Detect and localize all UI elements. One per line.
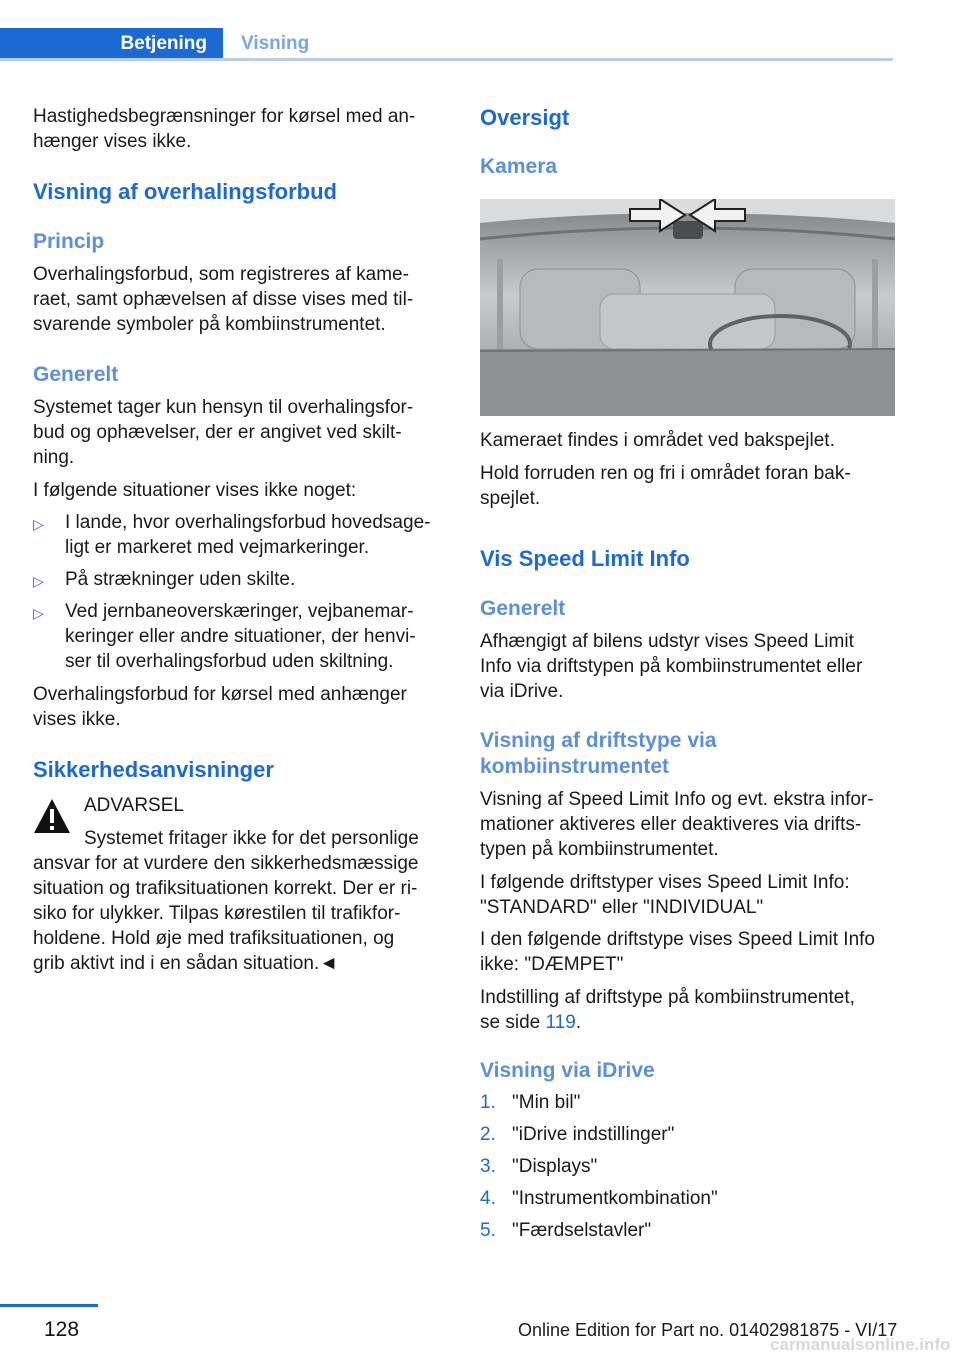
intro-text: Hastighedsbegrænsninger for kørsel med an- hænger vises ikke.	[33, 106, 416, 152]
camera-text-2: Hold forruden ren og fri i området foran bak- spejlet.	[480, 463, 851, 509]
list-item: 4. "Instrumentkombination"	[480, 1188, 718, 1209]
generelt-text-right: Afhængigt af bilens udstyr vises Speed Limit Info via driftstypen på kombiinstrumentet eller via iDrive.	[480, 631, 863, 702]
camera-text-1: Kameraet findes i området ved bakspejlet.	[480, 430, 835, 451]
heading-speed-limit-info: Vis Speed Limit Info	[480, 546, 690, 571]
warning-triangle-icon	[33, 798, 71, 834]
heading-kamera: Kamera	[480, 155, 558, 178]
footer-divider	[0, 1304, 98, 1307]
header-divider	[0, 58, 893, 61]
edition-text: Online Edition for Part no. 01402981875 - VI/17	[518, 1320, 898, 1340]
heading-driftstype: Visning af driftstype via kombiinstrumentet	[480, 729, 717, 778]
page-link[interactable]: 119	[545, 1012, 576, 1033]
heading-overhalingsforbud: Visning af overhalingsforbud	[33, 179, 337, 204]
list-item: 2. "iDrive indstillinger"	[480, 1124, 675, 1145]
list-item: 1. "Min bil"	[480, 1092, 581, 1113]
princip-text: Overhalingsforbud, som registreres af kame- raet, samt ophævelsen af disse vises med til- svarende symboler på kombiinstrumentet.	[33, 264, 414, 335]
list-item: ▷ Ved jernbaneoverskæringer, vejbanemar- keringer eller andre situationer, der henvi- ser til overhalingsforbud uden skiltning.	[33, 601, 416, 672]
triangle-bullet-icon: ▷	[33, 516, 44, 532]
drift-text: Visning af Speed Limit Info og evt. ekstra infor- mationer aktiveres eller deaktiveres via drifts- typen på kombiinstrumentet.	[480, 789, 874, 860]
list-item: ▷ På strækninger uden skilte.	[33, 567, 453, 599]
heading-sikkerhedsanvisninger: Sikkerhedsanvisninger	[33, 757, 274, 782]
heading-generelt-right: Generelt	[480, 597, 566, 620]
heading-visning-idrive: Visning via iDrive	[480, 1059, 655, 1082]
generelt-text-left: Systemet tager kun hensyn til overhalingsfor- bud og ophævelser, der er angivet ved skilt- ning.	[33, 397, 414, 468]
watermark: carmanualsonline.info	[770, 1335, 951, 1354]
tab-betjening[interactable]: Betjening	[0, 28, 223, 60]
setting-text: Indstilling af driftstype på kombiinstrumentet, se side 119.	[480, 987, 855, 1033]
warning-text: ansvar for at vurdere den sikkerhedsmæssige situation og trafiksituationen korrekt. Der er ri- siko for ulykker. Tilpas kørestilen til trafikfor- holdene. Hold øje med trafiksituationen, og grib aktivt ind i en sådan situation.◄	[33, 853, 419, 974]
heading-generelt-left: Generelt	[33, 363, 119, 386]
list-item: 3. "Displays"	[480, 1156, 598, 1177]
modes-off-text: I den følgende driftstype vises Speed Limit Info ikke: "DÆMPET"	[480, 929, 875, 975]
triangle-bullet-icon: ▷	[33, 605, 44, 621]
situations-list	[33, 510, 453, 681]
modes-on-text: I følgende driftstyper vises Speed Limit Info: "STANDARD" eller "INDIVIDUAL"	[480, 872, 850, 918]
situations-intro: I følgende situationer vises ikke noget:	[33, 480, 357, 501]
warning-line-1: Systemet fritager ikke for det personlige	[84, 828, 419, 849]
trailer-text: Overhalingsforbud for kørsel med anhænger vises ikke.	[33, 684, 407, 730]
tab-visning[interactable]: Visning	[241, 33, 310, 54]
triangle-bullet-icon: ▷	[33, 573, 44, 589]
camera-location-image	[480, 199, 895, 416]
list-item: ▷ I lande, hvor overhalingsforbud hovedsage- ligt er markeret med vejmarkeringer.	[33, 512, 431, 558]
heading-princip: Princip	[33, 230, 105, 253]
heading-oversigt: Oversigt	[480, 105, 570, 130]
idrive-steps-list	[480, 1090, 900, 1250]
page-number: 128	[44, 1318, 80, 1341]
list-item: 5. "Færdselstavler"	[480, 1220, 652, 1241]
warning-title: ADVARSEL	[84, 795, 184, 816]
